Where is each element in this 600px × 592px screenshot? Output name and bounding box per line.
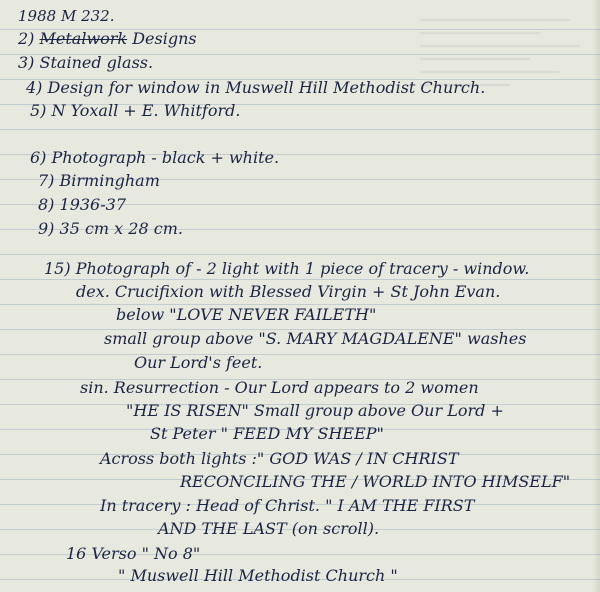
item-2 — [18, 29, 197, 49]
item-5-prefix: 5) — [30, 101, 52, 120]
item-9: 9) 35 cm x 28 cm. — [38, 219, 183, 238]
item-15-line-3: below "LOVE NEVER FAILETH" — [116, 305, 377, 324]
item-2-prefix: 2) — [18, 29, 40, 48]
item-4-text: Design for window in Muswell Hill Methodist Church. — [47, 78, 486, 97]
catalogue-header: 1988 M 232. — [18, 7, 115, 25]
item-15-line-4: small group above "S. MARY MAGDALENE" washes — [104, 329, 527, 348]
item-15-line-9: Across both lights :" GOD WAS / IN CHRIST — [100, 449, 459, 468]
item-16-line-2: " Muswell Hill Methodist Church " — [118, 566, 398, 585]
item-15-line-10: RECONCILING THE / WORLD INTO HIMSELF" — [180, 472, 571, 491]
page-edge-shadow — [592, 0, 600, 592]
item-5 — [30, 101, 240, 121]
item-5-text: N Yoxall + E. Whitford. — [51, 101, 241, 120]
item-7: 7) Birmingham — [38, 171, 160, 190]
item-15-line-6: sin. Resurrection - Our Lord appears to 2 women — [80, 378, 479, 397]
item-3 — [18, 53, 153, 73]
item-4-prefix: 4) — [26, 78, 48, 97]
item-6: 6) Photograph - black + white. — [30, 148, 280, 167]
item-8: 8) 1936-37 — [38, 195, 126, 214]
item-2-text: Designs — [127, 29, 197, 48]
item-4 — [26, 78, 485, 98]
item-15-line-1: 15) Photograph of - 2 light with 1 piece of tracery - window. — [44, 259, 530, 278]
item-15-line-5: Our Lord's feet. — [134, 353, 263, 372]
item-3-text: Stained glass. — [39, 53, 154, 72]
item-15-line-12: AND THE LAST (on scroll). — [158, 519, 380, 538]
item-15-line-2: dex. Crucifixion with Blessed Virgin + St John Evan. — [76, 282, 501, 301]
item-3-prefix: 3) — [18, 53, 40, 72]
item-15-line-8: St Peter " FEED MY SHEEP" — [150, 424, 384, 443]
item-2-struck-word: Metalwork — [39, 29, 128, 48]
item-15-line-7: "HE IS RISEN" Small group above Our Lord + — [126, 401, 504, 420]
item-15-line-11: In tracery : Head of Christ. " I AM THE FIRST — [100, 496, 475, 515]
item-16-line-1: 16 Verso " No 8" — [66, 544, 201, 563]
